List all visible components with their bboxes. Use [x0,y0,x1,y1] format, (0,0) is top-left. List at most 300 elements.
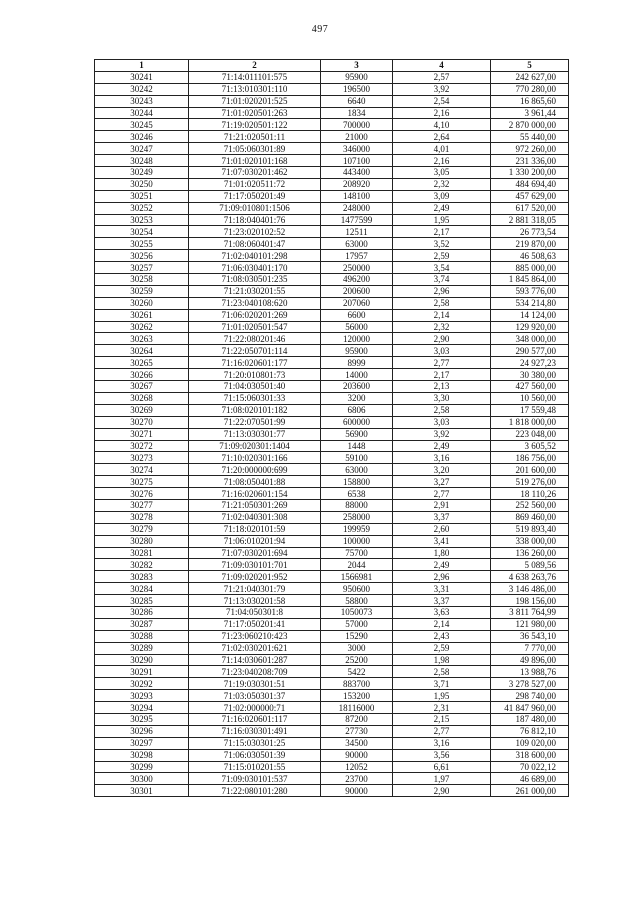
table-cell: 71:01:020501:547 [189,321,321,333]
table-row [95,214,569,226]
table-cell: 30274 [95,464,189,476]
table-cell: 2044 [321,559,393,571]
table-cell: 71:22:070501:99 [189,416,321,428]
table-row [95,737,569,749]
table-cell: 71:16:020601:177 [189,357,321,369]
table-cell: 4 638 263,76 [491,571,569,583]
table-cell: 2,60 [393,523,491,535]
table-cell: 71:22:080101:280 [189,785,321,797]
table-cell: 1477599 [321,214,393,226]
table-cell: 30286 [95,606,189,618]
table-cell: 71:21:020501:11 [189,131,321,143]
table-cell: 34500 [321,737,393,749]
table-row [95,630,569,642]
table-cell: 71:15:060301:33 [189,392,321,404]
table-cell: 36 543,10 [491,630,569,642]
table-cell: 2,58 [393,666,491,678]
table-row [95,499,569,511]
table-cell: 56000 [321,321,393,333]
table-cell: 30272 [95,440,189,452]
table-cell: 519 893,40 [491,523,569,535]
table-cell: 30249 [95,167,189,179]
column-header: 3 [321,60,393,72]
table-cell: 30258 [95,274,189,286]
table-cell: 71:06:030401:170 [189,262,321,274]
table-cell: 3,37 [393,511,491,523]
table-cell: 885 000,00 [491,262,569,274]
table-row [95,725,569,737]
table-cell: 2,17 [393,369,491,381]
table-row [95,333,569,345]
table-cell: 10 560,00 [491,392,569,404]
table-row [95,511,569,523]
table-cell: 2 870 000,00 [491,119,569,131]
table-cell: 30251 [95,190,189,202]
table-cell: 30252 [95,202,189,214]
table-cell: 3,92 [393,428,491,440]
table-row [95,71,569,83]
table-cell: 71:19:020501:122 [189,119,321,131]
table-cell: 30278 [95,511,189,523]
table-cell: 71:21:030201:55 [189,285,321,297]
table-cell: 129 920,00 [491,321,569,333]
table-cell: 71:01:020101:168 [189,155,321,167]
table-cell: 30284 [95,583,189,595]
table-cell: 71:13:030301:77 [189,428,321,440]
table-cell: 5422 [321,666,393,678]
table-row [95,107,569,119]
table-row [95,702,569,714]
table-cell: 71:21:040301:79 [189,583,321,595]
table-cell: 223 048,00 [491,428,569,440]
table-cell: 30247 [95,143,189,155]
table-cell: 57000 [321,618,393,630]
table-cell: 1 818 000,00 [491,416,569,428]
table-cell: 71:17:050201:49 [189,190,321,202]
table-cell: 427 560,00 [491,381,569,393]
table-row [95,488,569,500]
table-cell: 187 480,00 [491,713,569,725]
table-row [95,666,569,678]
table-cell: 71:04:050301:8 [189,606,321,618]
table-cell: 25200 [321,654,393,666]
table-cell: 3,74 [393,274,491,286]
table-cell: 3,03 [393,416,491,428]
table-cell: 519 276,00 [491,476,569,488]
table-cell: 3,05 [393,167,491,179]
table-cell: 30298 [95,749,189,761]
table-cell: 3,31 [393,583,491,595]
table-row [95,297,569,309]
table-cell: 5 089,56 [491,559,569,571]
table-cell: 158800 [321,476,393,488]
table-cell: 30267 [95,381,189,393]
table-cell: 248000 [321,202,393,214]
table-cell: 71:08:020101:182 [189,404,321,416]
table-cell: 71:10:020301:166 [189,452,321,464]
table-cell: 338 000,00 [491,535,569,547]
table-row [95,713,569,725]
table-cell: 2,32 [393,178,491,190]
table-cell: 30245 [95,119,189,131]
table-cell: 30248 [95,155,189,167]
table-cell: 252 560,00 [491,499,569,511]
table-cell: 298 740,00 [491,690,569,702]
table-row [95,416,569,428]
table-cell: 71:23:040208:709 [189,666,321,678]
table-cell: 71:20:010801:73 [189,369,321,381]
table-row [95,749,569,761]
table-cell: 3 146 486,00 [491,583,569,595]
table-cell: 617 520,00 [491,202,569,214]
table-cell: 153200 [321,690,393,702]
table-cell: 30259 [95,285,189,297]
table-cell: 2,14 [393,309,491,321]
table-cell: 348 000,00 [491,333,569,345]
table-row [95,678,569,690]
table-cell: 7 770,00 [491,642,569,654]
table-cell: 2,43 [393,630,491,642]
table-row [95,309,569,321]
table-cell: 2,91 [393,499,491,511]
table-row [95,761,569,773]
page-number: 497 [311,24,329,35]
table-cell: 30257 [95,262,189,274]
table-cell: 30264 [95,345,189,357]
table-cell: 14 124,00 [491,309,569,321]
table-row [95,571,569,583]
table-cell: 3,52 [393,238,491,250]
table-row [95,190,569,202]
table-cell: 1448 [321,440,393,452]
table-row [95,167,569,179]
table-row [95,618,569,630]
table-cell: 30255 [95,238,189,250]
table-cell: 30253 [95,214,189,226]
table-row [95,690,569,702]
table-cell: 770 280,00 [491,83,569,95]
table-cell: 231 336,00 [491,155,569,167]
table-cell: 6600 [321,309,393,321]
table-cell: 2,58 [393,404,491,416]
table-cell: 700000 [321,119,393,131]
table-cell: 30262 [95,321,189,333]
table-cell: 18 110,26 [491,488,569,500]
table-cell: 3000 [321,642,393,654]
table-cell: 71:23:060210:423 [189,630,321,642]
table-cell: 1 330 200,00 [491,167,569,179]
table-cell: 593 776,00 [491,285,569,297]
table-cell: 56900 [321,428,393,440]
table-cell: 6,61 [393,761,491,773]
table-row [95,262,569,274]
table-cell: 3,16 [393,737,491,749]
table-cell: 1,98 [393,654,491,666]
table-cell: 30295 [95,713,189,725]
table-row [95,119,569,131]
table-cell: 30269 [95,404,189,416]
table-cell: 71:07:030201:694 [189,547,321,559]
table-cell: 250000 [321,262,393,274]
table-cell: 71:21:050301:269 [189,499,321,511]
table-cell: 2,57 [393,71,491,83]
data-table [94,59,569,797]
table-cell: 3,37 [393,595,491,607]
table-cell: 71:04:030501:40 [189,381,321,393]
table-cell: 30260 [95,297,189,309]
table-cell: 30256 [95,250,189,262]
table-cell: 49 896,00 [491,654,569,666]
table-cell: 71:01:020511:72 [189,178,321,190]
table-cell: 30275 [95,476,189,488]
table-cell: 3200 [321,392,393,404]
table-cell: 71:22:050701:114 [189,345,321,357]
column-header: 1 [95,60,189,72]
table-cell: 12511 [321,226,393,238]
table-cell: 71:15:030301:25 [189,737,321,749]
table-cell: 71:07:030201:462 [189,167,321,179]
table-cell: 869 460,00 [491,511,569,523]
table-cell: 76 812,10 [491,725,569,737]
table-cell: 219 870,00 [491,238,569,250]
table-cell: 71:06:030501:39 [189,749,321,761]
table-cell: 71:23:040108:620 [189,297,321,309]
header-row [95,60,569,72]
table-cell: 2,64 [393,131,491,143]
table-cell: 71:16:020601:154 [189,488,321,500]
table-cell: 71:13:010301:110 [189,83,321,95]
table-cell: 1 845 864,00 [491,274,569,286]
table-cell: 30290 [95,654,189,666]
table-row [95,226,569,238]
table-cell: 71:01:020501:263 [189,107,321,119]
table-cell: 100000 [321,535,393,547]
table-cell: 3,09 [393,190,491,202]
table-row [95,595,569,607]
table-cell: 30277 [95,499,189,511]
table-cell: 71:09:030101:701 [189,559,321,571]
table-cell: 71:22:080201:46 [189,333,321,345]
table-cell: 30271 [95,428,189,440]
table-row [95,559,569,571]
table-cell: 2,77 [393,357,491,369]
table-cell: 30283 [95,571,189,583]
table-cell: 950600 [321,583,393,595]
table-cell: 3,63 [393,606,491,618]
table-row [95,95,569,107]
table-row [95,464,569,476]
table-cell: 30293 [95,690,189,702]
table-cell: 30270 [95,416,189,428]
table-cell: 136 260,00 [491,547,569,559]
table-cell: 4,10 [393,119,491,131]
table-cell: 71:03:050301:37 [189,690,321,702]
table-cell: 443400 [321,167,393,179]
table-cell: 30299 [95,761,189,773]
table-row [95,392,569,404]
table-cell: 88000 [321,499,393,511]
table-row [95,773,569,785]
table-cell: 17957 [321,250,393,262]
table-cell: 24 927,23 [491,357,569,369]
table-cell: 3,41 [393,535,491,547]
table-row [95,131,569,143]
table-cell: 30282 [95,559,189,571]
table-cell: 71:02:000000:71 [189,702,321,714]
table-cell: 30242 [95,83,189,95]
table-cell: 121 980,00 [491,618,569,630]
table-cell: 3,54 [393,262,491,274]
table-row [95,476,569,488]
table-cell: 41 847 960,00 [491,702,569,714]
table-cell: 261 000,00 [491,785,569,797]
table-cell: 2,77 [393,488,491,500]
table-cell: 1050073 [321,606,393,618]
column-header: 2 [189,60,321,72]
table-cell: 1566981 [321,571,393,583]
table-cell: 4,01 [393,143,491,155]
table-cell: 3,20 [393,464,491,476]
table-cell: 484 694,40 [491,178,569,190]
table-cell: 30250 [95,178,189,190]
table-cell: 496200 [321,274,393,286]
table-cell: 30291 [95,666,189,678]
table-row [95,83,569,95]
table-cell: 30292 [95,678,189,690]
table-cell: 26 773,54 [491,226,569,238]
table-cell: 30265 [95,357,189,369]
table-cell: 2,49 [393,440,491,452]
table-cell: 30263 [95,333,189,345]
table-cell: 16 865,60 [491,95,569,107]
table-cell: 2,13 [393,381,491,393]
table-cell: 30279 [95,523,189,535]
table-cell: 71:02:040301:308 [189,511,321,523]
table-cell: 30288 [95,630,189,642]
table-cell: 46 508,63 [491,250,569,262]
table-row [95,238,569,250]
table-cell: 71:02:030201:621 [189,642,321,654]
table-cell: 95900 [321,71,393,83]
table-cell: 90000 [321,749,393,761]
table-cell: 30254 [95,226,189,238]
table-cell: 2,31 [393,702,491,714]
table-cell: 30294 [95,702,189,714]
table-cell: 2,59 [393,642,491,654]
table-cell: 30273 [95,452,189,464]
table-cell: 3,16 [393,452,491,464]
table-cell: 3 605,52 [491,440,569,452]
table-cell: 71:05:060301:89 [189,143,321,155]
table-cell: 71:06:010201:94 [189,535,321,547]
table-cell: 3 811 764,99 [491,606,569,618]
table-cell: 2,96 [393,285,491,297]
table-cell: 95900 [321,345,393,357]
table-cell: 3,56 [393,749,491,761]
table-row [95,321,569,333]
table-cell: 242 627,00 [491,71,569,83]
table-cell: 30285 [95,595,189,607]
table-cell: 30268 [95,392,189,404]
table-cell: 2,32 [393,321,491,333]
table-cell: 63000 [321,238,393,250]
table-row [95,285,569,297]
table-cell: 30246 [95,131,189,143]
table-cell: 30296 [95,725,189,737]
table-row [95,357,569,369]
table-row [95,523,569,535]
table-cell: 3,30 [393,392,491,404]
table-cell: 58800 [321,595,393,607]
table-cell: 200600 [321,285,393,297]
table-cell: 3 278 527,00 [491,678,569,690]
table-cell: 148100 [321,190,393,202]
table-cell: 3,71 [393,678,491,690]
table-row [95,428,569,440]
table-row [95,440,569,452]
table-cell: 30261 [95,309,189,321]
table-row [95,583,569,595]
table-cell: 63000 [321,464,393,476]
table-cell: 30244 [95,107,189,119]
table-row [95,274,569,286]
table-cell: 15290 [321,630,393,642]
table-row [95,345,569,357]
table-row [95,178,569,190]
table-cell: 87200 [321,713,393,725]
table-cell: 30289 [95,642,189,654]
table-cell: 600000 [321,416,393,428]
table-cell: 71:18:020101:59 [189,523,321,535]
table-cell: 59100 [321,452,393,464]
table-cell: 30281 [95,547,189,559]
table-cell: 457 629,00 [491,190,569,202]
table-cell: 71:09:010801:1506 [189,202,321,214]
table-cell: 75700 [321,547,393,559]
table-cell: 30287 [95,618,189,630]
table-cell: 2,90 [393,333,491,345]
table-cell: 2,15 [393,713,491,725]
table-cell: 30266 [95,369,189,381]
table-cell: 21000 [321,131,393,143]
table-cell: 30300 [95,773,189,785]
table-cell: 6538 [321,488,393,500]
table-cell: 1,97 [393,773,491,785]
table-body [95,71,569,796]
table-cell: 14000 [321,369,393,381]
table-cell: 30241 [95,71,189,83]
table-cell: 71:08:060401:47 [189,238,321,250]
table-cell: 46 689,00 [491,773,569,785]
table-row [95,785,569,797]
table-cell: 107100 [321,155,393,167]
table-cell: 199959 [321,523,393,535]
table-cell: 18116000 [321,702,393,714]
table-cell: 1,80 [393,547,491,559]
table-cell: 2,17 [393,226,491,238]
table-cell: 2,14 [393,618,491,630]
table-cell: 3 961,44 [491,107,569,119]
table-cell: 17 559,48 [491,404,569,416]
table-cell: 186 756,00 [491,452,569,464]
table-cell: 23700 [321,773,393,785]
table-cell: 71:17:050201:41 [189,618,321,630]
table-cell: 1834 [321,107,393,119]
table-cell: 12052 [321,761,393,773]
column-header: 5 [491,60,569,72]
table-cell: 2,49 [393,559,491,571]
table-cell: 90000 [321,785,393,797]
